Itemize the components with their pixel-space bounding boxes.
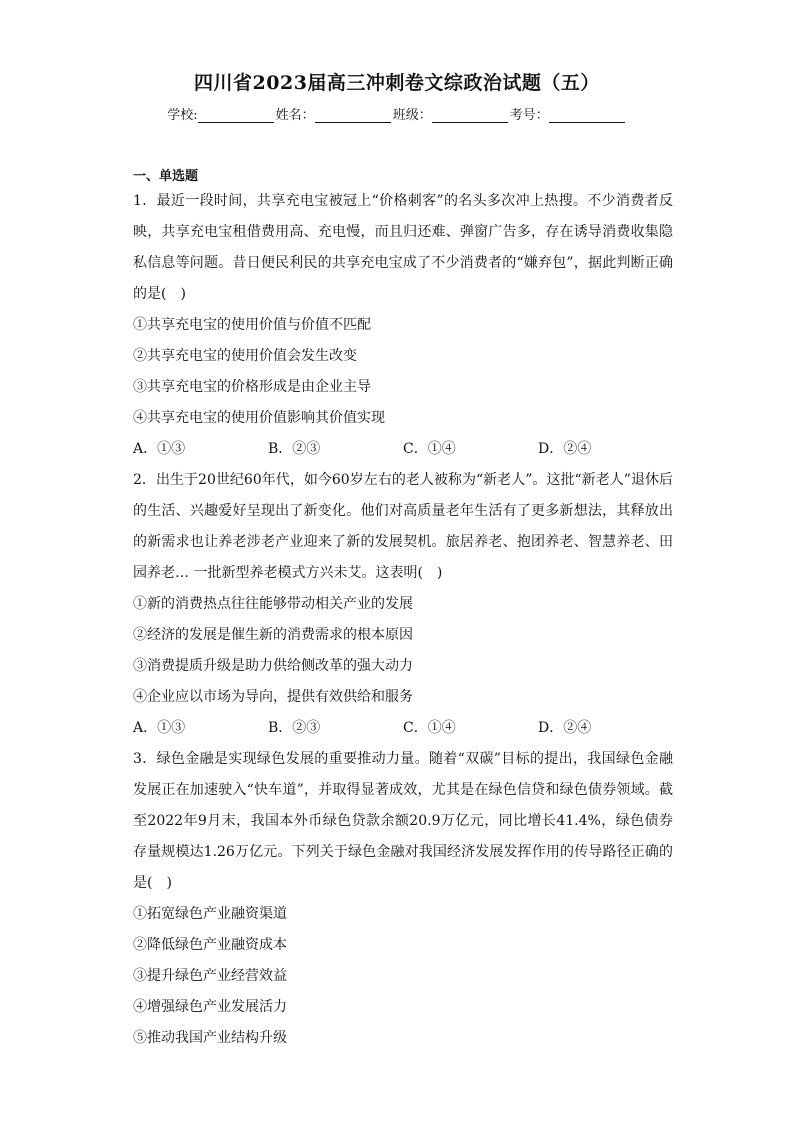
answer-choice-c: C．①④	[403, 720, 456, 736]
school-blank	[198, 108, 274, 123]
class-field	[393, 104, 510, 123]
question-stem: 2．出生于20世纪60年代，如今60岁左右的老人被称为“新老人”。这批“新老人”退休后的生活、兴趣爱好呈现出了新变化。他们对高质量老年生活有了更多新想法，其释放出的新需求也让养老涉老产业迎来了新的发展契机。旅居养老、抱团养老、智慧养老、田园养老… 一批新型养老模式方兴未艾。这表明( )	[133, 472, 673, 581]
exam-number-blank	[549, 108, 625, 123]
answer-choice-a: A．①③	[133, 441, 186, 457]
question-option: ⑤推动我国产业结构升级	[133, 1030, 287, 1046]
question-option: ④增强绿色产业发展活力	[133, 999, 287, 1015]
school-label: 学校:	[167, 108, 198, 123]
school-field	[167, 104, 275, 123]
answer-choices	[133, 434, 673, 465]
question-stem: 3．绿色金融是实现绿色发展的重要推动力量。随着“双碳”目标的提出，我国绿色金融发展正在加速驶入“快车道”，并取得显著成效，尤其是在绿色信贷和绿色债券领域。截至2022年9月末，我国本外币绿色贷款余额20.9万亿元，同比增长41.4%，绿色债券存量规模达1.26万亿元。下列关于绿色金融对我国经济发展发挥作用的传导路径正确的是( )	[133, 751, 673, 891]
page-title: 四川省2023届高三冲刺卷文综政治试题（五）	[194, 72, 600, 94]
question-option: ③共享充电宝的价格形成是由企业主导	[133, 379, 371, 395]
answer-choice-b: B．②③	[268, 720, 321, 736]
answer-choice-c: C．①④	[403, 441, 456, 457]
answer-choice-a: A．①③	[133, 720, 186, 736]
questions-container	[133, 186, 673, 1054]
question-option: ②经济的发展是催生新的消费需求的根本原因	[133, 627, 413, 643]
exam-number-label: 考号：	[509, 108, 549, 123]
student-info-line	[0, 104, 794, 123]
answer-choice-d: D．②④	[538, 720, 592, 736]
question-option: ④企业应以市场为导向，提供有效供给和服务	[133, 689, 413, 705]
question-option: ②降低绿色产业融资成本	[133, 937, 287, 953]
question-option: ③消费提质升级是助力供给侧改革的强大动力	[133, 658, 413, 674]
answer-choice-d: D．②④	[538, 441, 592, 457]
name-field	[276, 104, 393, 123]
question-option: ②共享充电宝的使用价值会发生改变	[133, 348, 357, 364]
name-blank	[315, 108, 391, 123]
name-label: 姓名：	[275, 108, 315, 123]
question-option: ①拓宽绿色产业融资渠道	[133, 906, 287, 922]
class-blank	[432, 108, 508, 123]
section-heading: 一、单选题	[133, 169, 199, 184]
question-option: ④共享充电宝的使用价值影响其价值实现	[133, 410, 385, 426]
class-label: 班级：	[392, 108, 432, 123]
exam-number-field	[510, 104, 627, 123]
question-stem: 1．最近一段时间，共享充电宝被冠上“价格刺客”的名头多次冲上热搜。不少消费者反映，共享充电宝租借费用高、充电慢，而且归还难、弹窗广告多，存在诱导消费收集隐私信息等问题。昔日便民利民的共享充电宝成了不少消费者的“嫌弃包”，据此判断正确的是( )	[133, 193, 673, 302]
question-option: ①共享充电宝的使用价值与价值不匹配	[133, 317, 371, 333]
answer-choice-b: B．②③	[268, 441, 321, 457]
answer-choices	[133, 713, 673, 744]
question-option: ①新的消费热点往往能够带动相关产业的发展	[133, 596, 413, 612]
question-option: ③提升绿色产业经营效益	[133, 968, 287, 984]
